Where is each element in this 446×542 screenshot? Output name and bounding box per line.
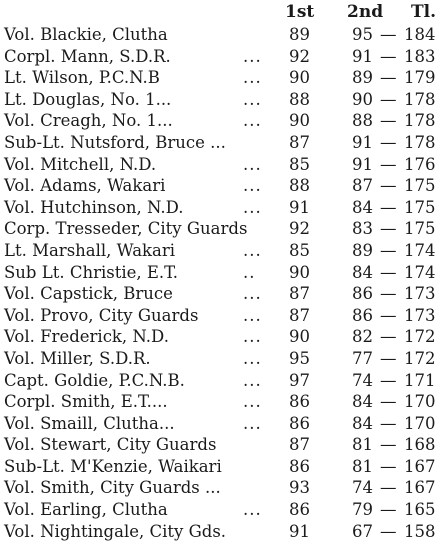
table-row bbox=[0, 348, 446, 370]
second-score: 74 bbox=[352, 478, 373, 498]
table-row bbox=[0, 413, 446, 435]
table-row bbox=[0, 132, 446, 154]
dash-separator: — bbox=[380, 284, 397, 304]
competitor-name: Vol. Smith, City Guards ... bbox=[4, 478, 221, 498]
competitor-name: Sub-Lt. Nutsford, Bruce ... bbox=[4, 132, 226, 152]
competitor-name: Vol. Mitchell, N.D. bbox=[4, 154, 157, 174]
table-row bbox=[0, 391, 446, 413]
header-total: Tl. bbox=[411, 2, 437, 22]
dash-separator: — bbox=[380, 435, 397, 455]
table-row bbox=[0, 110, 446, 132]
first-score: 92 bbox=[289, 46, 310, 66]
column-headers bbox=[0, 2, 446, 24]
dash-separator: — bbox=[380, 176, 397, 196]
total-score: 172 bbox=[404, 327, 436, 347]
table-row bbox=[0, 67, 446, 89]
leader-dots: ... bbox=[243, 305, 262, 325]
competitor-name: Vol. Provo, City Guards bbox=[4, 305, 199, 325]
total-score: 170 bbox=[404, 413, 436, 433]
first-score: 85 bbox=[289, 240, 310, 260]
second-score: 89 bbox=[352, 68, 373, 88]
competitor-name: Lt. Marshall, Wakari bbox=[4, 240, 176, 260]
leader-dots: ... bbox=[243, 176, 262, 196]
header-second: 2nd bbox=[347, 2, 384, 22]
second-score: 86 bbox=[352, 284, 373, 304]
first-score: 89 bbox=[289, 25, 310, 44]
header-first: 1st bbox=[285, 2, 315, 22]
competitor-name: Vol. Smaill, Clutha... bbox=[4, 413, 175, 433]
total-score: 178 bbox=[404, 89, 436, 109]
total-score: 178 bbox=[404, 111, 436, 131]
second-score: 81 bbox=[352, 456, 373, 476]
competitor-name: Vol. Earling, Clutha bbox=[4, 500, 168, 520]
first-score: 87 bbox=[289, 435, 310, 455]
first-score: 87 bbox=[289, 132, 310, 152]
total-score: 174 bbox=[404, 262, 436, 282]
second-score: 91 bbox=[352, 132, 373, 152]
competitor-name: Capt. Goldie, P.C.N.B. bbox=[4, 370, 185, 390]
second-score: 82 bbox=[352, 327, 373, 347]
dash-separator: — bbox=[380, 240, 397, 260]
second-score: 88 bbox=[352, 111, 373, 131]
dash-separator: — bbox=[380, 521, 397, 541]
competitor-name: Sub-Lt. M'Kenzie, Waikari bbox=[4, 456, 222, 476]
dash-separator: — bbox=[380, 478, 397, 498]
first-score: 90 bbox=[289, 327, 310, 347]
first-score: 87 bbox=[289, 305, 310, 325]
total-score: 175 bbox=[404, 176, 436, 196]
table-row bbox=[0, 175, 446, 197]
competitor-name: Vol. Blackie, Clutha bbox=[4, 25, 168, 44]
first-score: 97 bbox=[289, 370, 310, 390]
total-score: 184 bbox=[404, 25, 436, 44]
total-score: 168 bbox=[404, 435, 436, 455]
leader-dots: ... bbox=[243, 197, 262, 217]
dash-separator: — bbox=[380, 132, 397, 152]
table-row bbox=[0, 46, 446, 68]
competitor-name: Vol. Frederick, N.D. bbox=[4, 327, 169, 347]
first-score: 87 bbox=[289, 284, 310, 304]
second-score: 67 bbox=[352, 521, 373, 541]
competitor-name: Sub Lt. Christie, E.T. bbox=[4, 262, 178, 282]
total-score: 176 bbox=[404, 154, 436, 174]
table-row bbox=[0, 197, 446, 219]
table-row bbox=[0, 326, 446, 348]
score-rows bbox=[0, 24, 446, 542]
second-score: 90 bbox=[352, 89, 373, 109]
second-score: 84 bbox=[352, 197, 373, 217]
second-score: 87 bbox=[352, 176, 373, 196]
second-score: 81 bbox=[352, 435, 373, 455]
leader-dots: ... bbox=[243, 370, 262, 390]
total-score: 171 bbox=[404, 370, 436, 390]
first-score: 88 bbox=[289, 176, 310, 196]
competitor-name: Corp. Tresseder, City Guards bbox=[4, 219, 248, 239]
total-score: 179 bbox=[404, 68, 436, 88]
second-score: 74 bbox=[352, 370, 373, 390]
competitor-name: Vol. Capstick, Bruce bbox=[4, 284, 173, 304]
first-score: 90 bbox=[289, 111, 310, 131]
total-score: 183 bbox=[404, 46, 436, 66]
leader-dots: ... bbox=[243, 240, 262, 260]
competitor-name: Vol. Adams, Wakari bbox=[4, 176, 166, 196]
dash-separator: — bbox=[380, 46, 397, 66]
competitor-name: Corpl. Mann, S.D.R. bbox=[4, 46, 171, 66]
dash-separator: — bbox=[380, 219, 397, 239]
table-row bbox=[0, 89, 446, 111]
table-row bbox=[0, 499, 446, 521]
leader-dots: ... bbox=[243, 46, 262, 66]
table-row bbox=[0, 240, 446, 262]
competitor-name: Vol. Hutchinson, N.D. bbox=[4, 197, 184, 217]
competitor-name: Vol. Stewart, City Guards bbox=[4, 435, 217, 455]
second-score: 91 bbox=[352, 46, 373, 66]
dash-separator: — bbox=[380, 197, 397, 217]
table-row bbox=[0, 370, 446, 392]
second-score: 79 bbox=[352, 500, 373, 520]
table-row bbox=[0, 218, 446, 240]
first-score: 86 bbox=[289, 392, 310, 412]
leader-dots: ... bbox=[243, 413, 262, 433]
competitor-name: Vol. Miller, S.D.R. bbox=[4, 348, 151, 368]
total-score: 174 bbox=[404, 240, 436, 260]
table-row bbox=[0, 283, 446, 305]
second-score: 83 bbox=[352, 219, 373, 239]
first-score: 86 bbox=[289, 413, 310, 433]
second-score: 84 bbox=[352, 413, 373, 433]
competitor-name: Corpl. Smith, E.T.... bbox=[4, 392, 168, 412]
dash-separator: — bbox=[380, 327, 397, 347]
table-row bbox=[0, 305, 446, 327]
dash-separator: — bbox=[380, 305, 397, 325]
total-score: 165 bbox=[404, 500, 436, 520]
dash-separator: — bbox=[380, 413, 397, 433]
total-score: 170 bbox=[404, 392, 436, 412]
table-row bbox=[0, 24, 446, 46]
dash-separator: — bbox=[380, 68, 397, 88]
dash-separator: — bbox=[380, 392, 397, 412]
first-score: 90 bbox=[289, 262, 310, 282]
total-score: 172 bbox=[404, 348, 436, 368]
leader-dots: ... bbox=[243, 68, 262, 88]
leader-dots: ... bbox=[243, 154, 262, 174]
first-score: 90 bbox=[289, 68, 310, 88]
dash-separator: — bbox=[380, 111, 397, 131]
first-score: 93 bbox=[289, 478, 310, 498]
competitor-name: Lt. Douglas, No. 1... bbox=[4, 89, 172, 109]
leader-dots: ... bbox=[243, 500, 262, 520]
dash-separator: — bbox=[380, 456, 397, 476]
second-score: 89 bbox=[352, 240, 373, 260]
first-score: 86 bbox=[289, 500, 310, 520]
table-row bbox=[0, 477, 446, 499]
first-score: 95 bbox=[289, 348, 310, 368]
first-score: 85 bbox=[289, 154, 310, 174]
total-score: 167 bbox=[404, 456, 436, 476]
first-score: 86 bbox=[289, 456, 310, 476]
total-score: 175 bbox=[404, 219, 436, 239]
first-score: 88 bbox=[289, 89, 310, 109]
dash-separator: — bbox=[380, 348, 397, 368]
dash-separator: — bbox=[380, 262, 397, 282]
leader-dots: ... bbox=[243, 111, 262, 131]
table-row bbox=[0, 262, 446, 284]
table-row bbox=[0, 154, 446, 176]
dash-separator: — bbox=[380, 370, 397, 390]
total-score: 175 bbox=[404, 197, 436, 217]
second-score: 77 bbox=[352, 348, 373, 368]
second-score: 95 bbox=[352, 25, 373, 44]
total-score: 178 bbox=[404, 132, 436, 152]
first-score: 91 bbox=[289, 521, 310, 541]
leader-dots: ... bbox=[243, 284, 262, 304]
dash-separator: — bbox=[380, 25, 397, 44]
second-score: 84 bbox=[352, 262, 373, 282]
total-score: 173 bbox=[404, 284, 436, 304]
dash-separator: — bbox=[380, 500, 397, 520]
first-score: 92 bbox=[289, 219, 310, 239]
competitor-name: Lt. Wilson, P.C.N.B bbox=[4, 68, 160, 88]
second-score: 91 bbox=[352, 154, 373, 174]
leader-dots: ... bbox=[243, 89, 262, 109]
total-score: 173 bbox=[404, 305, 436, 325]
total-score: 167 bbox=[404, 478, 436, 498]
total-score: 158 bbox=[404, 521, 436, 541]
table-row bbox=[0, 456, 446, 478]
competitor-name: Vol. Creagh, No. 1... bbox=[4, 111, 173, 131]
dash-separator: — bbox=[380, 154, 397, 174]
second-score: 84 bbox=[352, 392, 373, 412]
dash-separator: — bbox=[380, 89, 397, 109]
table-row bbox=[0, 521, 446, 542]
first-score: 91 bbox=[289, 197, 310, 217]
leader-dots: ... bbox=[243, 392, 262, 412]
leader-dots: ... bbox=[243, 348, 262, 368]
competitor-name: Vol. Nightingale, City Gds. bbox=[4, 521, 227, 541]
leader-dots: ... bbox=[243, 327, 262, 347]
table-row bbox=[0, 434, 446, 456]
second-score: 86 bbox=[352, 305, 373, 325]
leader-dots: .. bbox=[243, 262, 256, 282]
